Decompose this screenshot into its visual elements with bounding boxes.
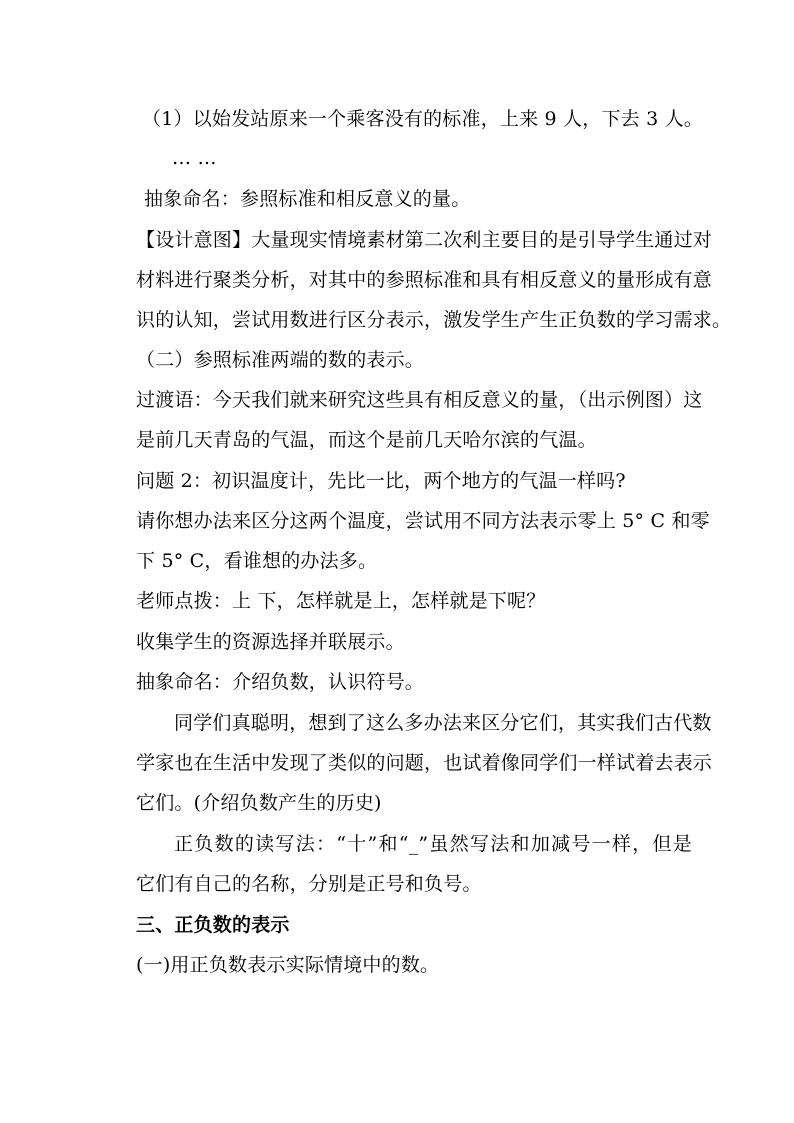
- text-line-paragraph-1-line-1: 同学们真聪明，想到了这么多办法来区分它们，其实我们古代数: [174, 712, 712, 734]
- text-line-design-intent-2: 材料进行聚类分析，对其中的参照标准和具有相反意义的量形成有意: [136, 269, 713, 291]
- text-line-instruction-1: 请你想办法来区分这两个温度，尝试用不同方法表示零上 5° C 和零: [136, 510, 710, 532]
- text-line-instruction-2: 下 5° C，看谁想的办法多。: [136, 550, 378, 572]
- text-line-abstract-naming-1: 抽象命名：参照标准和相反意义的量。: [144, 188, 471, 210]
- text-line-design-intent-3: 识的认知，尝试用数进行区分表示，激发学生产生正负数的学习需求。: [136, 309, 732, 331]
- text-line-section-3-heading: 三、正负数的表示: [136, 914, 290, 936]
- text-line-subsection-1-heading: (一)用正负数表示实际情境中的数。: [136, 954, 440, 976]
- text-line-design-intent-1: 【设计意图】大量现实情境素材第二次利主要目的是引导学生通过对: [136, 229, 713, 251]
- text-line-abstract-naming-2: 抽象命名：介绍负数，认识符号。: [136, 671, 425, 693]
- text-line-paragraph-2-line-1: 正负数的读写法：“十”和“_”虽然写法和加减号一样，但是: [174, 833, 692, 855]
- text-line-paragraph-1-line-3: 它们。(介绍负数产生的历史): [136, 792, 382, 814]
- text-line-section-2-heading: （二）参照标准两端的数的表示。: [136, 349, 425, 371]
- text-line-paragraph-1-line-2: 学家也在生活中发现了类似的问题，也试着像同学们一样试着去表示: [136, 752, 713, 774]
- text-line-paragraph-2-line-2: 它们有自己的名称，分别是正号和负号。: [136, 873, 482, 895]
- text-line-collect-resources: 收集学生的资源选择并联展示。: [136, 631, 405, 653]
- text-line-ellipsis: … …: [172, 147, 217, 169]
- text-line-question-2: 问题 2：初识温度计，先比一比，两个地方的气温一样吗?: [136, 470, 626, 492]
- text-line-example-1: （1）以始发站原来一个乘客没有的标准，上来 9 人，下去 3 人。: [142, 108, 704, 130]
- text-line-transition-2: 是前几天青岛的气温，而这个是前几天哈尔滨的气温。: [136, 429, 597, 451]
- text-line-teacher-hint: 老师点拨：上 下，怎样就是上，怎样就是下呢？: [136, 590, 546, 612]
- text-line-transition-1: 过渡语：今天我们就来研究这些具有相反意义的量，（出示例图）这: [136, 389, 703, 411]
